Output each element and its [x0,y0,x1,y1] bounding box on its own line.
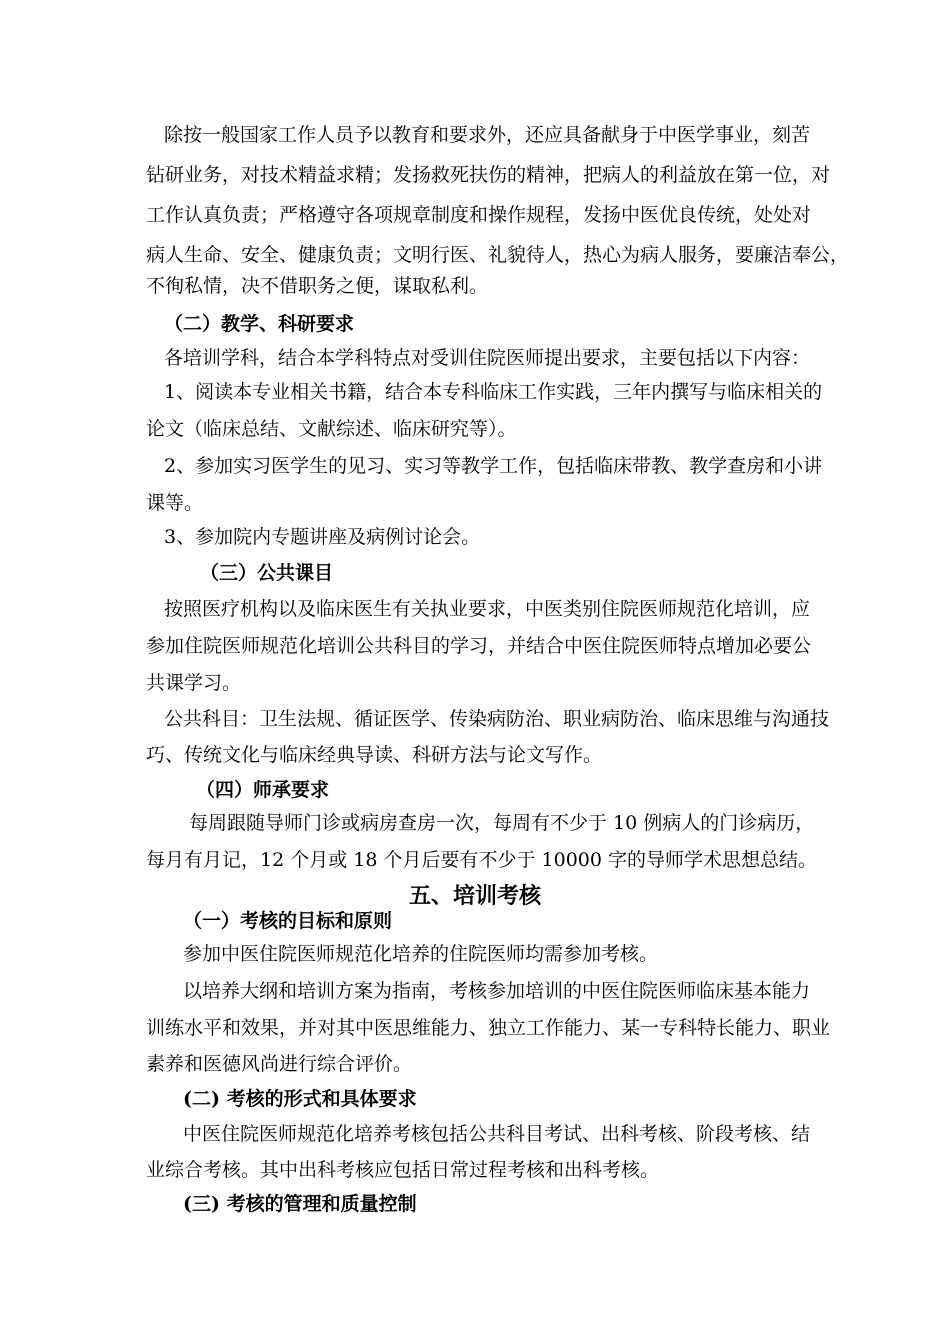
section-heading: （一）考核的目标和原则 [183,910,393,932]
paragraph-line: 除按一般国家工作人员予以教育和要求外，还应具备献身于中医学事业，刻苦 [164,124,811,146]
paragraph-line: 以培养大纲和培训方案为指南，考核参加培训的中医住院医师临床基本能力 [183,980,811,1002]
paragraph-line: 巧、传统文化与临床经典导读、科研方法与论文写作。 [146,744,603,766]
section-heading: （二）教学、科研要求 [164,313,355,335]
paragraph-line: 中医住院医师规范化培养考核包括公共科目考试、出科考核、阶段考核、结 [183,1123,811,1145]
section-heading: (二) 考核的形式和具体要求 [183,1088,417,1110]
paragraph-line: 共课学习。 [146,672,242,694]
paragraph-line: 2、参加实习医学生的见习、实习等教学工作，包括临床带教、教学查房和小讲 [164,455,823,477]
paragraph-line: 各培训学科，结合本学科特点对受训住院医师提出要求，主要包括以下内容： [164,347,811,369]
paragraph-line: 素养和医德风尚进行综合评价。 [146,1053,413,1075]
paragraph-line: 论文（临床总结、文献综述、临床研究等）。 [146,418,517,440]
paragraph-line: 每周跟随导师门诊或病房查房一次，每周有不少于 10 例病人的门诊病历， [189,812,815,834]
paragraph-line: 按照医疗机构以及临床医生有关执业要求，中医类别住院医师规范化培训，应 [164,598,811,620]
section-heading: （四）师承要求 [196,779,330,801]
paragraph-line: 每月有月记，12 个月或 18 个月后要有不少于 10000 字的导师学术思想总结。 [146,849,817,871]
paragraph-line: 不徇私情，决不借职务之便，谋取私利。 [146,275,489,297]
section-heading: (三) 考核的管理和质量控制 [183,1193,417,1215]
paragraph-line: 3、参加院内专题讲座及病例讨论会。 [164,526,481,548]
paragraph-line: 钻研业务，对技术精益求精；发扬救死扶伤的精神，把病人的利益放在第一位，对 [146,164,831,186]
paragraph-line: 课等。 [146,492,204,514]
paragraph-line: 参加中医住院医师规范化培养的住院医师均需参加考核。 [183,943,659,965]
paragraph-line: 业综合考核。其中出科考核应包括日常过程考核和出科考核。 [146,1159,660,1181]
paragraph-line: 训练水平和效果，并对其中医思维能力、独立工作能力、某一专科特长能力、职业 [146,1017,831,1039]
paragraph-line: 工作认真负责；严格遵守各项规章制度和操作规程，发扬中医优良传统，处处对 [146,204,812,226]
chapter-title: 五、培训考核 [408,883,541,909]
paragraph-line: 1、阅读本专业相关书籍，结合本专科临床工作实践，三年内撰写与临床相关的 [164,381,823,403]
section-heading: （三）公共课目 [200,562,334,584]
paragraph-line: 公共科目：卫生法规、循证医学、传染病防治、职业病防治、临床思维与沟通技 [164,708,830,730]
paragraph-line: 病人生命、安全、健康负责；文明行医、礼貌待人，热心为病人服务，要廉洁奉公， [146,244,850,266]
paragraph-line: 参加住院医师规范化培训公共科目的学习，并结合中医住院医师特点增加必要公 [146,635,812,657]
